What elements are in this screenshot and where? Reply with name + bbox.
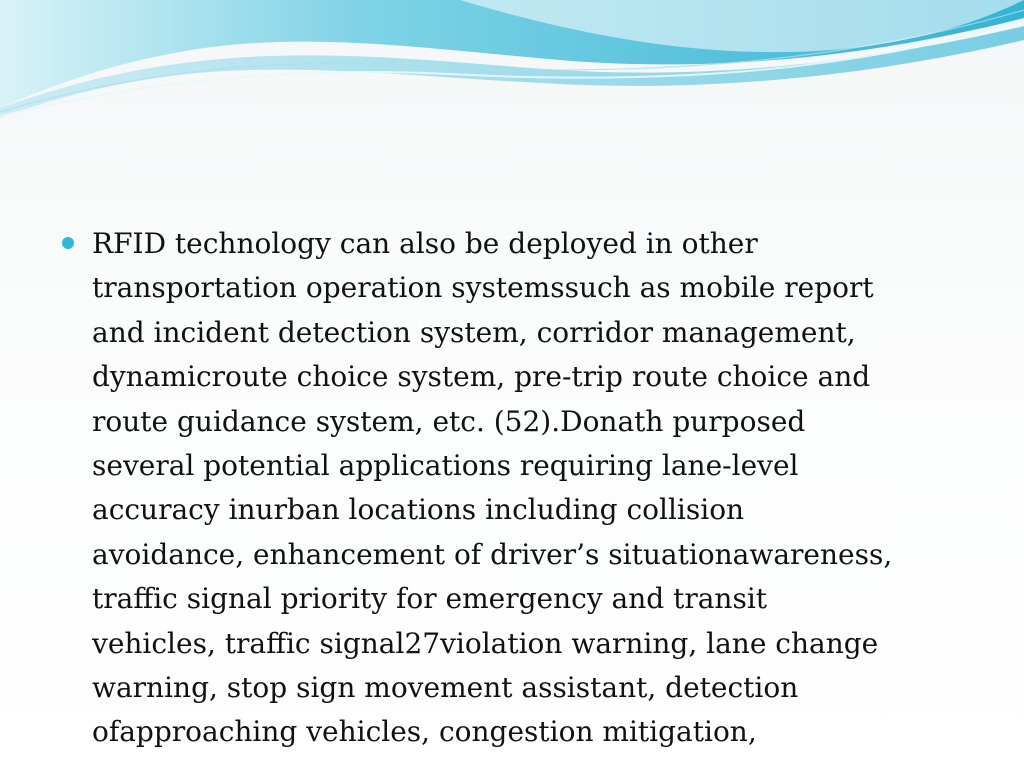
text-line: vehicles, traffic signal27violation warning, lane change [92, 626, 879, 660]
bullet-paragraph [92, 222, 982, 755]
bullet-dot-icon [62, 237, 74, 249]
text-line: warning, stop sign movement assistant, detection [92, 671, 799, 705]
header-wave-decoration [0, 0, 1024, 130]
content-area [62, 222, 992, 755]
text-line: avoidance, enhancement of driver’s situationawareness, [92, 537, 893, 571]
text-line: RFID technology can also be deployed in other [92, 227, 758, 260]
text-line: accuracy inurban locations including collision [92, 493, 745, 527]
text-line: dynamicroute choice system, pre-trip route choice and [92, 360, 871, 394]
text-line: several potential applications requiring lane-level [92, 449, 799, 483]
text-line: ofapproaching vehicles, congestion mitigation, [92, 715, 757, 749]
bullet-item [62, 222, 992, 755]
text-line: traffic signal priority for emergency and transit [92, 582, 768, 616]
text-line: route guidance system, etc. (52).Donath purposed [92, 404, 806, 438]
text-line: and incident detection system, corridor management, [92, 315, 856, 349]
text-line: transportation operation systemssuch as mobile report [92, 271, 874, 305]
